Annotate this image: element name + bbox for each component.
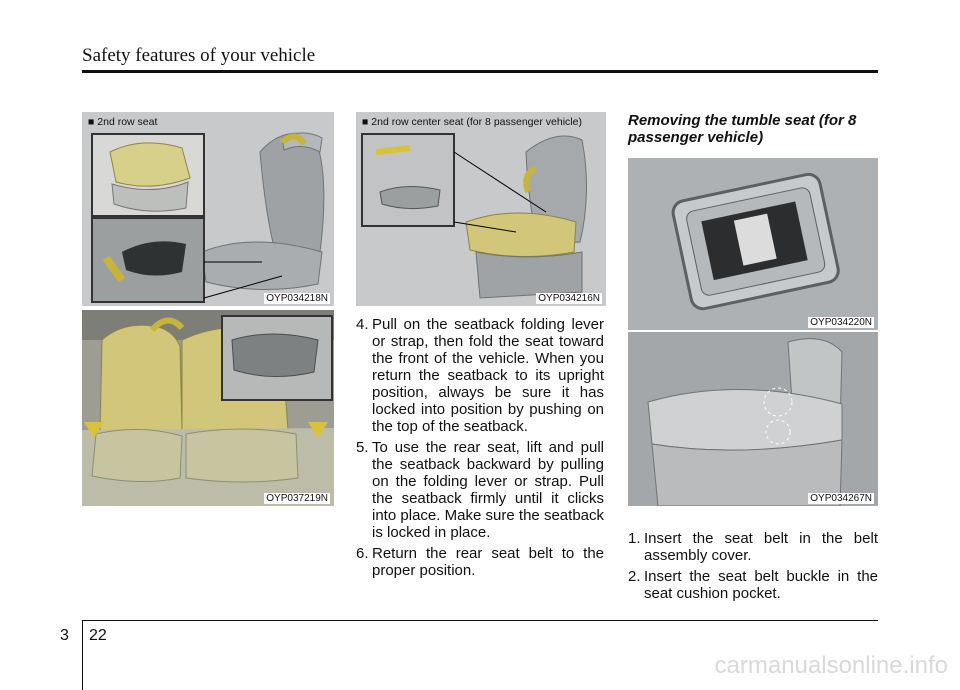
figure-2nd-row-seat [82, 112, 334, 306]
step-text: To use the rear seat, lift and pull the seatback backward by pulling on the folding lever or strap. Pull the seatback firmly until it clicks into place. Make sure the seatback is locked in place. [372, 439, 604, 541]
step-number: 2. [628, 568, 641, 585]
step-item [628, 568, 878, 602]
chapter-number: 3 [60, 627, 69, 644]
figure-tumble-latch [628, 158, 878, 330]
step-text: Return the rear seat belt to the proper position. [372, 545, 604, 579]
step-text: Insert the seat belt in the belt assembly cover. [644, 530, 878, 564]
latch-illustration [628, 158, 878, 330]
center-seat-illustration [356, 112, 606, 306]
seat-belt-illustration [628, 332, 878, 506]
header-rule [82, 70, 878, 73]
page-number: 22 [89, 627, 107, 644]
figure-code: OYP034220N [810, 317, 872, 328]
right-step-list [628, 530, 878, 606]
figure-code: OYP034216N [538, 293, 600, 304]
step-number: 6. [356, 545, 369, 562]
header-title: Safety features of your vehicle [82, 45, 316, 66]
step-item [628, 530, 878, 564]
figure-code: OYP034218N [266, 293, 328, 304]
step-number: 5. [356, 439, 369, 456]
middle-step-list [356, 316, 604, 583]
footer-divider [82, 620, 83, 690]
figure-code: OYP034267N [810, 493, 872, 504]
step-item [356, 545, 604, 579]
step-text: Pull on the seatback folding lever or strap, then fold the seat toward the front of the vehicle. When you return the seatback to its upright position, always be sure it has locked into position by pushing on the top of the seatback. [372, 316, 604, 435]
step-number: 4. [356, 316, 369, 333]
figure-caption: ■ 2nd row seat [88, 116, 158, 128]
figure-3rd-row-seat [82, 310, 334, 506]
step-item [356, 316, 604, 435]
section-title: Removing the tumble seat (for 8 passenger vehicle) [628, 112, 857, 146]
step-item [356, 439, 604, 541]
watermark: carmanualsonline.info [714, 652, 948, 679]
figure-center-seat [356, 112, 606, 306]
footer-rule [82, 620, 878, 621]
seat-illustration [82, 112, 334, 306]
figure-code: OYP037219N [266, 493, 328, 504]
bench-illustration [82, 310, 334, 506]
figure-caption: ■ 2nd row center seat (for 8 passenger vehicle) [362, 116, 582, 128]
step-text: Insert the seat belt buckle in the seat cushion pocket. [644, 568, 878, 602]
step-number: 1. [628, 530, 641, 547]
figure-seat-belt-cover [628, 332, 878, 506]
